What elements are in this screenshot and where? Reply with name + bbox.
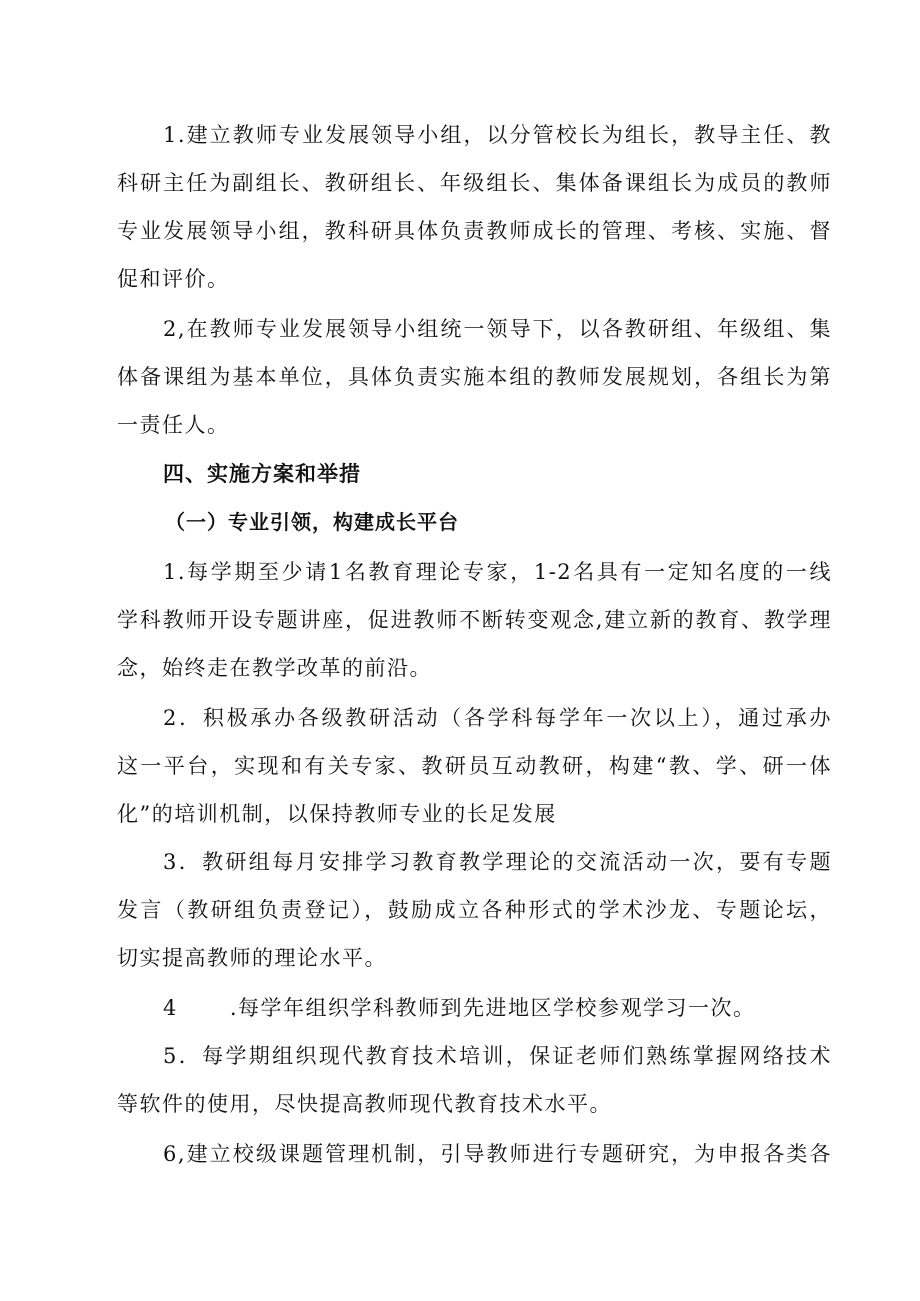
item-1-line-3: 念，始终走在教学改革的前沿。: [117, 656, 432, 680]
item-3-line-3: 切实提高教师的理论水平。: [117, 946, 387, 970]
item-2-line-3: 化”的培训机制，以保持教师专业的长足发展: [117, 802, 557, 826]
item-5-line-2: 等软件的使用，尽快提高教师现代教育技术水平。: [117, 1092, 612, 1116]
item-2-line-1: 2．积极承办各级教研活动（各学科每学年一次以上），通过承办: [163, 706, 832, 730]
paragraph-2-line-3: 一责任人。: [117, 413, 230, 437]
item-3-line-2: 发言（教研组负责登记），鼓励成立各种形式的学术沙龙、专题论坛，: [117, 898, 832, 922]
paragraph-2-line-2: 体备课组为基本单位，具体负责实施本组的教师发展规划，各组长为第: [117, 365, 832, 389]
item-4-number: 4: [163, 996, 178, 1020]
paragraph-1-line-2: 科研主任为副组长、教研组长、年级组长、集体备课组长为成员的教师: [117, 171, 832, 195]
item-1-line-1: 1.每学期至少请1名教育理论专家，1-2名具有一定知名度的一线: [163, 560, 832, 584]
paragraph-1-line-3: 专业发展领导小组，教科研具体负责教师成长的管理、考核、实施、督: [117, 219, 832, 243]
item-1-line-2: 学科教师开设专题讲座，促进教师不断转变观念,建立新的教育、教学理: [117, 608, 832, 632]
paragraph-1-line-4: 促和评价。: [117, 267, 230, 291]
subsection-heading: （一）专业引领，构建成长平台: [165, 510, 459, 534]
section-heading: 四、实施方案和举措: [163, 462, 361, 486]
item-4-text: .每学年组织学科教师到先进地区学校参观学习一次。: [229, 996, 756, 1020]
paragraph-1-line-1: 1.建立教师专业发展领导小组，以分管校长为组长，教导主任、教: [163, 123, 832, 147]
item-2-line-2: 这一平台，实现和有关专家、教研员互动教研，构建“教、学、研一体: [117, 754, 832, 778]
item-5-line-1: 5．每学期组织现代教育技术培训，保证老师们熟练掌握网络技术: [163, 1044, 832, 1068]
item-4-line: [163, 986, 832, 1030]
paragraph-2-line-1: 2,在教师专业发展领导小组统一领导下，以各教研组、年级组、集: [163, 317, 832, 341]
item-6-line-1: 6,建立校级课题管理机制，引导教师进行专题研究，为申报各类各: [163, 1142, 832, 1166]
item-3-line-1: 3．教研组每月安排学习教育教学理论的交流活动一次，要有专题: [163, 850, 832, 874]
